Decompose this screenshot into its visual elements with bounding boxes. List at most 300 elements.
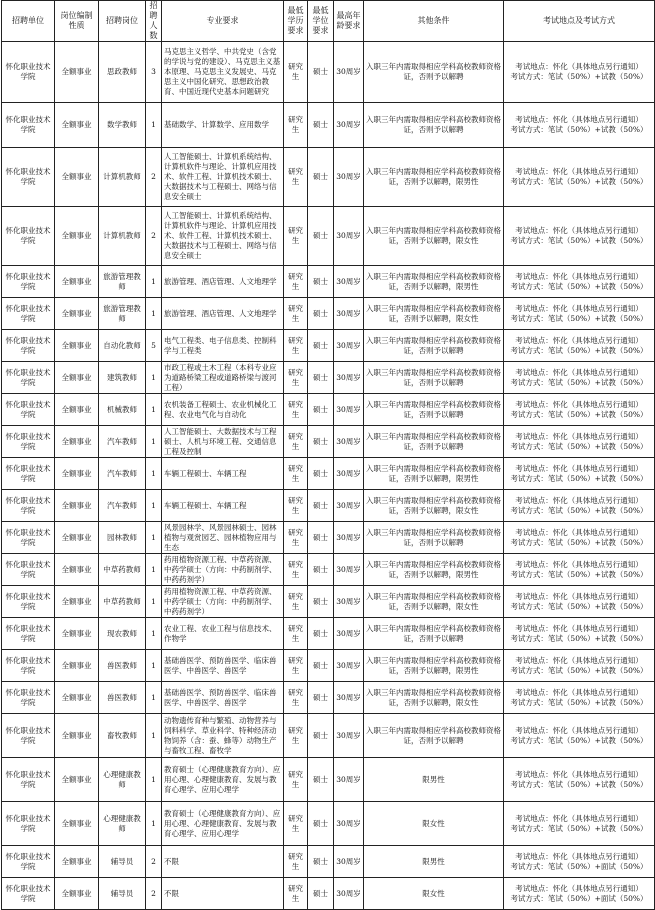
exam-place: 考试地点：怀化（具体地点另行通知）: [515, 115, 643, 124]
exam-method: 考试方式：笔试（50%）+试教（50%）: [510, 441, 648, 451]
degree-cell: 硕士: [308, 266, 334, 298]
table-row: [2, 802, 655, 846]
exam-cell: [504, 426, 655, 458]
count-cell: 1: [146, 266, 162, 298]
degree-cell: 硕士: [308, 207, 334, 266]
unit-cell: 怀化职业技术学院: [2, 650, 55, 682]
exam-place: 考试地点：怀化（具体地点另行通知）: [515, 271, 643, 281]
post-cell: 辅导员: [99, 846, 146, 878]
degree-cell: 硕士: [308, 878, 334, 910]
exam-place: 考试地点：怀化（具体地点另行通知）: [515, 851, 643, 861]
age-cell: 30周岁: [334, 846, 364, 878]
count-cell: 1: [146, 394, 162, 426]
education-cell: 研究生: [284, 362, 308, 394]
exam-method: 考试方式：笔试（50%）+试教（50%）: [510, 569, 648, 579]
nature-cell: 全额事业: [55, 490, 99, 522]
exam-cell: [504, 650, 655, 682]
age-cell: 30周岁: [334, 426, 364, 458]
education-cell: 研究生: [284, 330, 308, 362]
table-row: [2, 846, 655, 878]
unit-cell: 怀化职业技术学院: [2, 878, 55, 910]
education-cell: 研究生: [284, 522, 308, 554]
table-row: [2, 266, 655, 298]
exam-method: 考试方式：笔试（50%）+试教（50%）: [510, 601, 648, 611]
post-cell: 计算机教师: [99, 207, 146, 266]
count-cell: 2: [146, 846, 162, 878]
table-row: [2, 458, 655, 490]
count-cell: 5: [146, 330, 162, 362]
header-education: 最低学历要求: [284, 1, 308, 42]
header-exam: 考试地点及考试方式: [504, 1, 655, 42]
degree-cell: 硕士: [308, 650, 334, 682]
education-cell: 研究生: [284, 207, 308, 266]
exam-cell: [504, 758, 655, 802]
nature-cell: 全额事业: [55, 266, 99, 298]
education-cell: 研究生: [284, 148, 308, 207]
degree-cell: 硕士: [308, 554, 334, 586]
unit-cell: 怀化职业技术学院: [2, 362, 55, 394]
major-cell: 药用植物资源工程、中草药资源、中药学硕士（方向：中药制剂学、中药药剂学）: [162, 586, 284, 618]
degree-cell: 硕士: [308, 586, 334, 618]
post-cell: 现农教师: [99, 618, 146, 650]
table-row: [2, 490, 655, 522]
unit-cell: 怀化职业技术学院: [2, 330, 55, 362]
table-row: [2, 522, 655, 554]
nature-cell: 全额事业: [55, 330, 99, 362]
header-nature: 岗位编制性质: [55, 1, 99, 42]
unit-cell: 怀化职业技术学院: [2, 458, 55, 490]
exam-method: 考试方式：笔试（50%）+试教（50%）: [510, 125, 648, 134]
nature-cell: 全额事业: [55, 207, 99, 266]
exam-place: 考试地点：怀化（具体地点另行通知）: [515, 769, 643, 779]
nature-cell: 全额事业: [55, 802, 99, 846]
degree-cell: 硕士: [308, 846, 334, 878]
table-row: [2, 148, 655, 207]
exam-cell: [504, 618, 655, 650]
degree-cell: 硕士: [308, 426, 334, 458]
count-cell: 2: [146, 878, 162, 910]
nature-cell: 全额事业: [55, 394, 99, 426]
exam-method: 考试方式：笔试（50%）+试教（50%）: [510, 345, 648, 355]
unit-cell: 怀化职业技术学院: [2, 714, 55, 758]
other-cell: 入职三年内需取得相应学科高校教师资格证，否则予以解聘，限男性: [364, 554, 504, 586]
age-cell: 30周岁: [334, 458, 364, 490]
exam-place: 考试地点：怀化（具体地点另行通知）: [515, 623, 643, 633]
exam-place: 考试地点：怀化（具体地点另行通知）: [515, 367, 643, 377]
major-cell: 教育硕士（心理健康教育方向）、应用心理、心理健康教育、发展与教育心理学、应用心理学: [162, 758, 284, 802]
major-cell: 旅游管理、酒店管理、人文地理学: [162, 298, 284, 330]
unit-cell: 怀化职业技术学院: [2, 148, 55, 207]
unit-cell: 怀化职业技术学院: [2, 42, 55, 103]
age-cell: 30周岁: [334, 362, 364, 394]
other-cell: 入职三年内需取得相应学科高校教师资格证，否则予以解聘，限男性: [364, 266, 504, 298]
age-cell: 30周岁: [334, 103, 364, 148]
exam-cell: [504, 266, 655, 298]
post-cell: 建筑教师: [99, 362, 146, 394]
table-row: [2, 103, 655, 148]
other-cell: 入职三年内需取得相应学科高校教师资格证，否则予以解聘，限女性: [364, 586, 504, 618]
exam-place: 考试地点：怀化（具体地点另行通知）: [515, 226, 643, 235]
other-cell: 入职三年内需取得相应学科高校教师资格证，否则予以解聘: [364, 618, 504, 650]
table-body: [2, 42, 655, 910]
exam-cell: [504, 522, 655, 554]
age-cell: 30周岁: [334, 682, 364, 714]
header-count: 招聘人数: [146, 1, 162, 42]
education-cell: 研究生: [284, 846, 308, 878]
exam-method: 考试方式：笔试（50%）+试教（50%）: [510, 313, 648, 323]
post-cell: 中草药教师: [99, 554, 146, 586]
education-cell: 研究生: [284, 758, 308, 802]
exam-cell: [504, 802, 655, 846]
count-cell: 1: [146, 426, 162, 458]
table-row: [2, 650, 655, 682]
nature-cell: 全额事业: [55, 618, 99, 650]
recruitment-table: [1, 0, 655, 910]
other-cell: 入职三年内需取得相应学科高校教师资格证，否则予以解聘，限女性: [364, 298, 504, 330]
post-cell: 汽车教师: [99, 426, 146, 458]
post-cell: 心理健康教师: [99, 758, 146, 802]
other-cell: 限女性: [364, 802, 504, 846]
exam-method: 考试方式：笔试（50%）+试教（50%）: [510, 473, 648, 483]
post-cell: 心理健康教师: [99, 802, 146, 846]
exam-method: 考试方式：笔试（50%）+试教（50%）: [510, 409, 648, 419]
nature-cell: 全额事业: [55, 522, 99, 554]
major-cell: 车辆工程硕士、车辆工程: [162, 490, 284, 522]
count-cell: 1: [146, 362, 162, 394]
age-cell: 30周岁: [334, 490, 364, 522]
exam-place: 考试地点：怀化（具体地点另行通知）: [515, 591, 643, 601]
count-cell: 1: [146, 650, 162, 682]
degree-cell: 硕士: [308, 148, 334, 207]
unit-cell: 怀化职业技术学院: [2, 586, 55, 618]
major-cell: 旅游管理、酒店管理、人文地理学: [162, 266, 284, 298]
other-cell: 入职三年内需取得相应学科高校教师资格证，否则予以解聘，限男性: [364, 458, 504, 490]
education-cell: 研究生: [284, 42, 308, 103]
exam-method: 考试方式：笔试（50%）+试教（50%）: [510, 665, 648, 675]
exam-place: 考试地点：怀化（具体地点另行通知）: [515, 335, 643, 345]
nature-cell: 全额事业: [55, 650, 99, 682]
age-cell: 30周岁: [334, 714, 364, 758]
unit-cell: 怀化职业技术学院: [2, 298, 55, 330]
unit-cell: 怀化职业技术学院: [2, 682, 55, 714]
degree-cell: 硕士: [308, 490, 334, 522]
major-cell: 马克思主义哲学、中共党史（含党的学说与党的建设）、马克思主义基本原理、马克思主义发展史、马克思主义中国化研究、思想政治教育、中国近现代史基本问题研究: [162, 42, 284, 103]
age-cell: 30周岁: [334, 554, 364, 586]
unit-cell: 怀化职业技术学院: [2, 758, 55, 802]
other-cell: 入职三年内需取得相应学科高校教师资格证，否则予以解聘，限女性: [364, 207, 504, 266]
post-cell: 兽医教师: [99, 682, 146, 714]
major-cell: 农业工程、农业工程与信息技术、作物学: [162, 618, 284, 650]
exam-place: 考试地点：怀化（具体地点另行通知）: [515, 559, 643, 569]
exam-place: 考试地点：怀化（具体地点另行通知）: [515, 399, 643, 409]
exam-cell: [504, 458, 655, 490]
degree-cell: 硕士: [308, 298, 334, 330]
degree-cell: 硕士: [308, 802, 334, 846]
nature-cell: 全额事业: [55, 362, 99, 394]
unit-cell: 怀化职业技术学院: [2, 207, 55, 266]
count-cell: 1: [146, 618, 162, 650]
exam-method: 考试方式：笔试（50%）+试教（50%）: [510, 735, 648, 745]
post-cell: 旅游管理教师: [99, 266, 146, 298]
education-cell: 研究生: [284, 682, 308, 714]
other-cell: 限男性: [364, 758, 504, 802]
major-cell: 人工智能硕士、大数据技术与工程硕士、人机与环境工程、交通信息工程及控制: [162, 426, 284, 458]
post-cell: 思政教师: [99, 42, 146, 103]
exam-cell: [504, 148, 655, 207]
unit-cell: 怀化职业技术学院: [2, 618, 55, 650]
degree-cell: 硕士: [308, 330, 334, 362]
degree-cell: 硕士: [308, 362, 334, 394]
unit-cell: 怀化职业技术学院: [2, 554, 55, 586]
exam-method: 考试方式：笔试（50%）+试教（50%）: [510, 72, 648, 81]
exam-cell: [504, 42, 655, 103]
other-cell: 入职三年内需取得相应学科高校教师资格证，否则予以解聘，限女性: [364, 490, 504, 522]
major-cell: 不限: [162, 846, 284, 878]
education-cell: 研究生: [284, 394, 308, 426]
age-cell: 30周岁: [334, 394, 364, 426]
other-cell: 入职三年内需取得相应学科高校教师资格证，否则予以解聘: [364, 426, 504, 458]
table-row: [2, 714, 655, 758]
major-cell: 市政工程或土木工程（本科专业应为道路桥梁工程或道路桥梁与渡河工程）: [162, 362, 284, 394]
age-cell: 30周岁: [334, 650, 364, 682]
exam-method: 考试方式：笔试（50%）+试教（50%）: [510, 505, 648, 515]
table-row: [2, 758, 655, 802]
exam-cell: [504, 846, 655, 878]
degree-cell: 硕士: [308, 394, 334, 426]
table-row: [2, 554, 655, 586]
unit-cell: 怀化职业技术学院: [2, 846, 55, 878]
education-cell: 研究生: [284, 878, 308, 910]
education-cell: 研究生: [284, 618, 308, 650]
age-cell: 30周岁: [334, 42, 364, 103]
unit-cell: 怀化职业技术学院: [2, 490, 55, 522]
post-cell: 旅游管理教师: [99, 298, 146, 330]
unit-cell: 怀化职业技术学院: [2, 394, 55, 426]
age-cell: 30周岁: [334, 298, 364, 330]
unit-cell: 怀化职业技术学院: [2, 802, 55, 846]
nature-cell: 全额事业: [55, 42, 99, 103]
exam-place: 考试地点：怀化（具体地点另行通知）: [515, 813, 643, 823]
nature-cell: 全额事业: [55, 554, 99, 586]
exam-cell: [504, 330, 655, 362]
other-cell: 入职三年内需取得相应学科高校教师资格证，否则予以解聘，限女性: [364, 682, 504, 714]
exam-method: 考试方式：笔试（50%）+试教（50%）: [510, 177, 648, 186]
exam-place: 考试地点：怀化（具体地点另行通知）: [515, 62, 643, 71]
exam-place: 考试地点：怀化（具体地点另行通知）: [515, 167, 643, 176]
age-cell: 30周岁: [334, 330, 364, 362]
post-cell: 辅导员: [99, 878, 146, 910]
exam-cell: [504, 586, 655, 618]
nature-cell: 全额事业: [55, 846, 99, 878]
count-cell: 1: [146, 758, 162, 802]
major-cell: 人工智能硕士、计算机系统结构、计算机软件与理论、计算机应用技术、软件工程、计算机技术硕士、大数据技术与工程硕士、网络与信息安全硕士: [162, 148, 284, 207]
education-cell: 研究生: [284, 586, 308, 618]
other-cell: 入职三年内需取得相应学科高校教师资格证，否则予以解聘: [364, 714, 504, 758]
header-post: 招聘岗位: [99, 1, 146, 42]
nature-cell: 全额事业: [55, 758, 99, 802]
exam-method: 考试方式：笔试（50%）+试教（50%）: [510, 779, 648, 789]
post-cell: 机械教师: [99, 394, 146, 426]
table-row: [2, 586, 655, 618]
age-cell: 30周岁: [334, 522, 364, 554]
other-cell: 入职三年内需取得相应学科高校教师资格证，否则予以解聘: [364, 42, 504, 103]
major-cell: 教育硕士（心理健康教育方向）、应用心理、心理健康教育、发展与教育心理学、应用心理学: [162, 802, 284, 846]
age-cell: 30周岁: [334, 266, 364, 298]
exam-cell: [504, 362, 655, 394]
table-row: [2, 878, 655, 910]
post-cell: 汽车教师: [99, 458, 146, 490]
table-row: [2, 298, 655, 330]
exam-method: 考试方式：笔试（50%）+试教（50%）: [510, 823, 648, 833]
exam-method: 考试方式：笔试（50%）+面试（50%）: [510, 893, 648, 903]
post-cell: 数学教师: [99, 103, 146, 148]
major-cell: 风景园林学、风景园林硕士、园林植物与观赏园艺、园林植物应用与生态: [162, 522, 284, 554]
education-cell: 研究生: [284, 554, 308, 586]
degree-cell: 硕士: [308, 42, 334, 103]
exam-method: 考试方式：笔试（50%）+试教（50%）: [510, 697, 648, 707]
major-cell: 车辆工程硕士、车辆工程: [162, 458, 284, 490]
exam-cell: [504, 554, 655, 586]
exam-cell: [504, 878, 655, 910]
nature-cell: 全额事业: [55, 714, 99, 758]
degree-cell: 硕士: [308, 458, 334, 490]
other-cell: 入职三年内需取得相应学科高校教师资格证，否则予以解聘，限男性: [364, 148, 504, 207]
education-cell: 研究生: [284, 426, 308, 458]
education-cell: 研究生: [284, 650, 308, 682]
exam-cell: [504, 490, 655, 522]
nature-cell: 全额事业: [55, 682, 99, 714]
degree-cell: 硕士: [308, 522, 334, 554]
education-cell: 研究生: [284, 714, 308, 758]
exam-place: 考试地点：怀化（具体地点另行通知）: [515, 495, 643, 505]
major-cell: 药用植物资源工程、中草药资源、中药学硕士（方向：中药制剂学、中药药剂学）: [162, 554, 284, 586]
count-cell: 1: [146, 714, 162, 758]
unit-cell: 怀化职业技术学院: [2, 103, 55, 148]
table-row: [2, 207, 655, 266]
table-row: [2, 330, 655, 362]
count-cell: 1: [146, 682, 162, 714]
exam-cell: [504, 714, 655, 758]
nature-cell: 全额事业: [55, 298, 99, 330]
education-cell: 研究生: [284, 266, 308, 298]
other-cell: 入职三年内需取得相应学科高校教师资格证，否则予以解聘: [364, 330, 504, 362]
header-unit: 招聘单位: [2, 1, 55, 42]
major-cell: 动物遗传育种与繁殖、动物营养与饲料科学、草业科学、特种经济动物饲养（含：蚕、蜂等）动物生产与畜牧工程、畜牧学: [162, 714, 284, 758]
exam-place: 考试地点：怀化（具体地点另行通知）: [515, 883, 643, 893]
exam-cell: [504, 394, 655, 426]
exam-cell: [504, 207, 655, 266]
other-cell: 入职三年内需取得相应学科高校教师资格证，否则予以解聘: [364, 522, 504, 554]
exam-method: 考试方式：笔试（50%）+试教（50%）: [510, 537, 648, 547]
nature-cell: 全额事业: [55, 103, 99, 148]
nature-cell: 全额事业: [55, 148, 99, 207]
nature-cell: 全额事业: [55, 878, 99, 910]
age-cell: 30周岁: [334, 878, 364, 910]
degree-cell: 硕士: [308, 618, 334, 650]
count-cell: 1: [146, 554, 162, 586]
count-cell: 1: [146, 458, 162, 490]
major-cell: 基础数学、计算数学、应用数学: [162, 103, 284, 148]
exam-place: 考试地点：怀化（具体地点另行通知）: [515, 655, 643, 665]
major-cell: 基础兽医学、预防兽医学、临床兽医学、中兽医学、兽医学: [162, 650, 284, 682]
nature-cell: 全额事业: [55, 458, 99, 490]
table-row: [2, 394, 655, 426]
degree-cell: 硕士: [308, 682, 334, 714]
exam-place: 考试地点：怀化（具体地点另行通知）: [515, 303, 643, 313]
other-cell: 限女性: [364, 878, 504, 910]
nature-cell: 全额事业: [55, 426, 99, 458]
exam-place: 考试地点：怀化（具体地点另行通知）: [515, 687, 643, 697]
age-cell: 30周岁: [334, 148, 364, 207]
exam-method: 考试方式：笔试（50%）+试教（50%）: [510, 377, 648, 387]
education-cell: 研究生: [284, 802, 308, 846]
other-cell: 入职三年内需取得相应学科高校教师资格证，否则予以解聘: [364, 394, 504, 426]
exam-place: 考试地点：怀化（具体地点另行通知）: [515, 527, 643, 537]
education-cell: 研究生: [284, 458, 308, 490]
degree-cell: 硕士: [308, 758, 334, 802]
count-cell: 2: [146, 207, 162, 266]
exam-cell: [504, 103, 655, 148]
count-cell: 1: [146, 490, 162, 522]
post-cell: 汽车教师: [99, 490, 146, 522]
table-header: [2, 1, 655, 42]
count-cell: 1: [146, 586, 162, 618]
other-cell: 入职三年内需取得相应学科高校教师资格证，否则予以解聘: [364, 362, 504, 394]
education-cell: 研究生: [284, 490, 308, 522]
exam-cell: [504, 682, 655, 714]
age-cell: 30周岁: [334, 586, 364, 618]
exam-method: 考试方式：笔试（50%）+试教（50%）: [510, 281, 648, 291]
exam-method: 考试方式：笔试（50%）+试教（50%）: [510, 236, 648, 245]
post-cell: 中草药教师: [99, 586, 146, 618]
age-cell: 30周岁: [334, 758, 364, 802]
table-row: [2, 362, 655, 394]
age-cell: 30周岁: [334, 618, 364, 650]
table-row: [2, 618, 655, 650]
other-cell: 入职三年内需取得相应学科高校教师资格证，否则予以解聘，限男性: [364, 650, 504, 682]
major-cell: 人工智能硕士、计算机系统结构、计算机软件与理论、计算机应用技术、软件工程、计算机技术硕士、大数据技术与工程硕士、网络与信息安全硕士: [162, 207, 284, 266]
other-cell: 限男性: [364, 846, 504, 878]
age-cell: 30周岁: [334, 802, 364, 846]
header-degree: 最低学位要求: [308, 1, 334, 42]
header-age: 最高年龄要求: [334, 1, 364, 42]
count-cell: 1: [146, 802, 162, 846]
count-cell: 2: [146, 148, 162, 207]
education-cell: 研究生: [284, 298, 308, 330]
education-cell: 研究生: [284, 103, 308, 148]
table-row: [2, 42, 655, 103]
exam-method: 考试方式：笔试（50%）+面试（50%）: [510, 861, 648, 871]
exam-place: 考试地点：怀化（具体地点另行通知）: [515, 431, 643, 441]
count-cell: 3: [146, 42, 162, 103]
unit-cell: 怀化职业技术学院: [2, 266, 55, 298]
count-cell: 1: [146, 522, 162, 554]
unit-cell: 怀化职业技术学院: [2, 426, 55, 458]
header-major: 专业要求: [162, 1, 284, 42]
exam-cell: [504, 298, 655, 330]
age-cell: 30周岁: [334, 207, 364, 266]
degree-cell: 硕士: [308, 714, 334, 758]
exam-method: 考试方式：笔试（50%）+试教（50%）: [510, 633, 648, 643]
unit-cell: 怀化职业技术学院: [2, 522, 55, 554]
exam-place: 考试地点：怀化（具体地点另行通知）: [515, 725, 643, 735]
header-other: 其他条件: [364, 1, 504, 42]
major-cell: 不限: [162, 878, 284, 910]
degree-cell: 硕士: [308, 103, 334, 148]
major-cell: 基础兽医学、预防兽医学、临床兽医学、中兽医学、兽医学: [162, 682, 284, 714]
major-cell: 电气工程类、电子信息类、控制科学与工程类: [162, 330, 284, 362]
table-row: [2, 426, 655, 458]
